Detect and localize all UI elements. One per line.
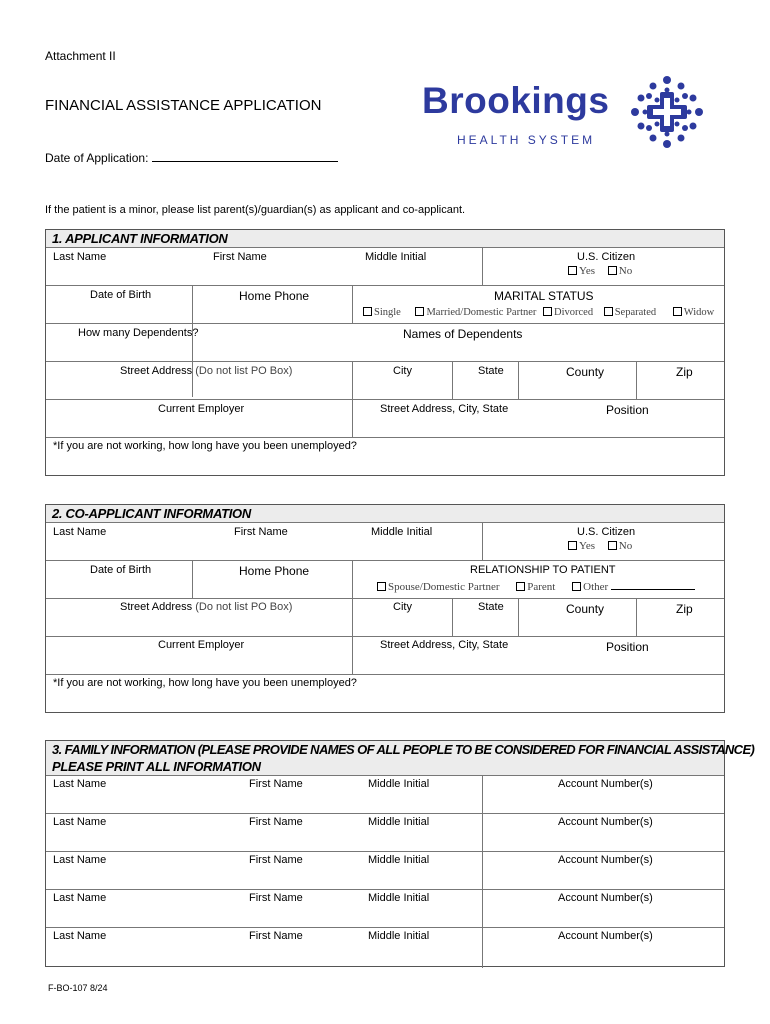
family-row <box>46 889 724 927</box>
label-position: Position <box>606 403 649 417</box>
label-dob: Date of Birth <box>90 289 152 301</box>
label-dependents-names: Names of Dependents <box>403 327 523 341</box>
label-last-name: Last Name <box>53 816 107 828</box>
label-middle-initial: Middle Initial <box>368 816 430 828</box>
label-first-name: First Name <box>249 930 303 942</box>
relationship-options <box>377 580 695 593</box>
label-position: Position <box>606 640 649 654</box>
label-first-name: First Name <box>249 854 303 866</box>
attachment-label: Attachment II <box>45 49 116 63</box>
separated-label: Separated <box>614 307 657 318</box>
label-last-name: Last Name <box>53 892 107 904</box>
label-us-citizen: U.S. Citizen <box>577 526 636 538</box>
divorced-label: Divorced <box>554 307 594 318</box>
label-middle-initial: Middle Initial <box>371 526 433 538</box>
label-last-name: Last Name <box>53 251 107 263</box>
section-title: 3. FAMILY INFORMATION (PLEASE PROVIDE NAMES OF ALL PEOPLE TO BE CONSIDERED FOR FINANCIAL ASSISTANCE) <box>52 742 755 757</box>
coapplicant-header-bar <box>46 505 724 523</box>
label-account-numbers: Account Number(s) <box>558 854 653 866</box>
date-label: Date of Application: <box>45 151 152 165</box>
logo-wordmark: Brookings <box>422 80 610 121</box>
label-current-employer: Current Employer <box>158 403 245 415</box>
single-label: Single <box>374 307 401 318</box>
label-city: City <box>393 365 412 377</box>
family-row <box>46 927 724 965</box>
section-title: 1. APPLICANT INFORMATION <box>52 231 228 246</box>
spouse-checkbox[interactable] <box>377 582 386 591</box>
date-of-application <box>45 150 338 165</box>
label-zip: Zip <box>676 365 693 379</box>
married-label: Married/Domestic Partner <box>426 307 537 318</box>
label-first-name: First Name <box>249 816 303 828</box>
spouse-label: Spouse/Domestic Partner <box>388 581 500 593</box>
label-us-citizen: U.S. Citizen <box>577 251 636 263</box>
label-middle-initial: Middle Initial <box>368 778 430 790</box>
label-home-phone: Home Phone <box>239 564 310 578</box>
citizen-options <box>568 265 632 277</box>
citizen-options <box>568 540 632 552</box>
label-street-address <box>120 365 292 377</box>
other-label: Other <box>583 581 609 593</box>
applicant-header-bar <box>46 230 724 248</box>
label-account-numbers: Account Number(s) <box>558 816 653 828</box>
parent-label: Parent <box>527 581 556 593</box>
citizen-yes-checkbox[interactable] <box>568 541 577 550</box>
date-field[interactable] <box>152 150 338 162</box>
label-unemployed: *If you are not working, how long have you been unemployed? <box>53 440 357 452</box>
label-marital-status: MARITAL STATUS <box>494 289 594 303</box>
label-first-name: First Name <box>249 778 303 790</box>
section-subtitle: PLEASE PRINT ALL INFORMATION <box>52 759 261 774</box>
label-middle-initial: Middle Initial <box>365 251 427 263</box>
label-county: County <box>566 602 605 616</box>
label-middle-initial: Middle Initial <box>368 854 430 866</box>
family-row <box>46 851 724 889</box>
brookings-logo <box>422 80 722 150</box>
citizen-no-checkbox[interactable] <box>608 266 617 275</box>
label-relationship: RELATIONSHIP TO PATIENT <box>470 564 616 576</box>
label-first-name: First Name <box>213 251 267 263</box>
label-last-name: Last Name <box>53 854 107 866</box>
label-state: State <box>478 601 504 613</box>
street-label: Street Address <box>120 365 193 377</box>
street-label: Street Address <box>120 601 193 613</box>
citizen-yes-checkbox[interactable] <box>568 266 577 275</box>
street-note: (Do not list PO Box) <box>195 601 293 613</box>
widow-label: Widow <box>683 307 715 318</box>
form-code: F-BO-107 8/24 <box>48 983 108 993</box>
label-employer-address: Street Address, City, State <box>380 639 509 651</box>
label-account-numbers: Account Number(s) <box>558 930 653 942</box>
label-account-numbers: Account Number(s) <box>558 892 653 904</box>
label-middle-initial: Middle Initial <box>368 892 430 904</box>
family-row <box>46 775 724 813</box>
citizen-yes-label: Yes <box>579 540 596 552</box>
coapplicant-section <box>45 504 725 713</box>
label-county: County <box>566 365 605 379</box>
family-section <box>45 740 755 967</box>
family-row <box>46 813 724 851</box>
parent-checkbox[interactable] <box>516 582 525 591</box>
label-employer-address: Street Address, City, State <box>380 403 509 415</box>
label-home-phone: Home Phone <box>239 289 310 303</box>
label-account-numbers: Account Number(s) <box>558 778 653 790</box>
other-field[interactable] <box>611 580 695 590</box>
citizen-yes-label: Yes <box>579 265 596 277</box>
logo-subtitle: HEALTH SYSTEM <box>457 133 596 147</box>
label-last-name: Last Name <box>53 930 107 942</box>
marital-options <box>363 307 714 318</box>
label-dependents-count: How many Dependents? <box>78 327 199 339</box>
cross-dots-icon <box>627 72 707 152</box>
label-middle-initial: Middle Initial <box>368 930 430 942</box>
label-last-name: Last Name <box>53 778 107 790</box>
label-first-name: First Name <box>234 526 288 538</box>
label-first-name: First Name <box>249 892 303 904</box>
family-header-bar <box>46 741 755 776</box>
citizen-no-label: No <box>618 265 633 277</box>
minor-instruction: If the patient is a minor, please list parent(s)/guardian(s) as applicant and co-applicant. <box>45 204 466 216</box>
label-last-name: Last Name <box>53 526 107 538</box>
citizen-no-label: No <box>618 540 633 552</box>
single-checkbox[interactable] <box>363 307 372 316</box>
section-title: 2. CO-APPLICANT INFORMATION <box>52 506 251 521</box>
married-checkbox[interactable] <box>415 307 424 316</box>
widow-checkbox[interactable] <box>673 307 682 316</box>
separated-checkbox[interactable] <box>604 307 613 316</box>
label-unemployed: *If you are not working, how long have you been unemployed? <box>53 677 357 689</box>
street-note: (Do not list PO Box) <box>195 365 293 377</box>
label-street-address <box>120 601 292 613</box>
other-checkbox[interactable] <box>572 582 581 591</box>
label-city: City <box>393 601 412 613</box>
form-title: FINANCIAL ASSISTANCE APPLICATION <box>45 97 322 114</box>
label-current-employer: Current Employer <box>158 639 245 651</box>
citizen-no-checkbox[interactable] <box>608 541 617 550</box>
label-dob: Date of Birth <box>90 564 152 576</box>
label-zip: Zip <box>676 602 693 616</box>
label-state: State <box>478 365 504 377</box>
applicant-section <box>45 229 725 476</box>
divorced-checkbox[interactable] <box>543 307 552 316</box>
